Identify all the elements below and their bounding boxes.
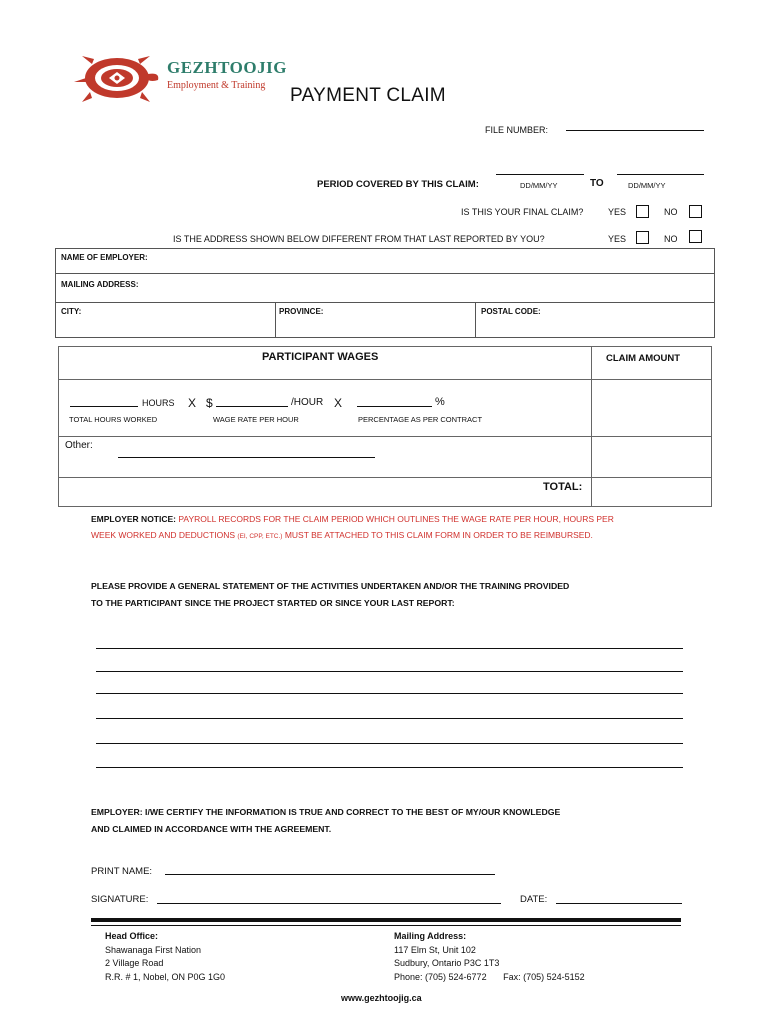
claim-amount-total-field[interactable] [593,479,711,506]
other-label: Other: [65,440,93,451]
statement-line[interactable] [96,693,683,694]
employer-name-field[interactable] [61,253,148,262]
province-field[interactable] [279,307,323,316]
address-change-no-label: NO [664,234,678,244]
head-office-line: R.R. # 1, Nobel, ON P0G 1G0 [105,971,226,982]
statement-line2: TO THE PARTICIPANT SINCE THE PROJECT STARTED OR SINCE YOUR LAST REPORT: [91,598,455,608]
wage-rate-field[interactable] [216,406,288,407]
certify-line1: EMPLOYER: I/WE CERTIFY THE INFORMATION IS TRUE AND CORRECT TO THE BEST OF MY/OUR KNOWLEDGE [91,807,561,817]
province-label: PROVINCE: [279,307,324,316]
statement-instructions [91,578,569,612]
wage-rate-caption: WAGE RATE PER HOUR [213,415,299,424]
fax-number: Fax: (705) 524-5152 [503,971,585,982]
final-claim-no-checkbox[interactable] [689,205,702,218]
file-number-field[interactable] [566,130,704,131]
employer-name-label: NAME OF EMPLOYER: [61,253,148,262]
total-hours-field[interactable] [70,406,138,407]
period-start-field[interactable] [496,174,584,175]
website-link[interactable]: www.gezhtoojig.ca [341,993,422,1003]
head-office-line: 2 Village Road [105,958,164,968]
file-number-label: FILE NUMBER: [485,125,549,135]
postal-code-label: POSTAL CODE: [481,307,541,316]
signature-field[interactable] [157,903,501,904]
period-to-label: TO [590,178,604,189]
employer-notice-line2b: MUST BE ATTACHED TO THIS CLAIM FORM IN ORDER TO BE REIMBURSED. [284,530,593,540]
mailing-address-block [394,930,585,984]
statement-line1: PLEASE PROVIDE A GENERAL STATEMENT OF THE ACTIVITIES UNDERTAKEN AND/OR THE TRAINING PROVIDED [91,581,570,591]
page-title: PAYMENT CLAIM [290,85,446,106]
brand-name: GEZHTOOJIG [167,58,287,77]
head-office-title: Head Office: [105,931,159,941]
percentage-caption: PERCENTAGE AS PER CONTRACT [358,415,483,424]
address-change-no-checkbox[interactable] [689,230,702,243]
statement-line[interactable] [96,743,683,744]
wages-header: PARTICIPANT WAGES [262,351,379,363]
employer-notice-label: EMPLOYER NOTICE: [91,514,177,524]
multiply-sign-1: X [188,396,197,410]
head-office-line: Shawanaga First Nation [105,944,202,955]
total-label: TOTAL: [543,481,583,493]
brand-tagline: Employment & Training [167,80,266,91]
date-field[interactable] [556,903,682,904]
period-end-format: DD/MM/YY [628,181,666,190]
footer-divider [91,918,681,922]
claim-amount-header: CLAIM AMOUNT [606,353,681,364]
print-name-field[interactable] [165,874,495,875]
statement-line[interactable] [96,671,683,672]
postal-code-field[interactable] [481,307,541,316]
employer-notice [91,511,691,545]
mailing-address-label: MAILING ADDRESS: [61,280,139,289]
period-label: PERIOD COVERED BY THIS CLAIM: [317,179,479,190]
print-name-label: PRINT NAME: [91,866,153,877]
percentage-field[interactable] [357,406,432,407]
other-field[interactable] [118,457,375,458]
period-end-field[interactable] [617,174,704,175]
phone-number: Phone: (705) 524-6772 [394,971,487,982]
mailing-line: Sudbury, Ontario P3C 1T3 [394,958,500,968]
final-claim-yes-checkbox[interactable] [636,205,649,218]
final-claim-no-label: NO [664,207,678,217]
employer-notice-line2a: WEEK WORKED AND DEDUCTIONS [91,530,236,540]
statement-line[interactable] [96,718,683,719]
employer-notice-line1: PAYROLL RECORDS FOR THE CLAIM PERIOD WHICH OUTLINES THE WAGE RATE PER HOUR, HOURS PER [178,514,614,524]
statement-line[interactable] [96,648,683,649]
footer-divider-thin [91,925,681,926]
hours-label: HOURS [142,398,175,408]
employer-notice-deductions: (EI, CPP, ETC.) [237,533,283,540]
signature-label: SIGNATURE: [91,894,149,905]
final-claim-question: IS THIS YOUR FINAL CLAIM? [461,207,584,217]
city-field[interactable] [61,307,81,316]
total-hours-caption: TOTAL HOURS WORKED [69,415,158,424]
period-start-format: DD/MM/YY [520,181,558,190]
mailing-title: Mailing Address: [394,931,467,941]
mailing-address-field[interactable] [61,280,138,289]
date-label: DATE: [520,894,548,905]
dollar-sign: $ [206,396,213,410]
mailing-line: 117 Elm St, Unit 102 [394,944,476,955]
company-logo [72,48,287,108]
certify-line2: AND CLAIMED IN ACCORDANCE WITH THE AGREEMENT. [91,824,332,834]
turtle-logo-icon [72,48,164,108]
statement-line[interactable] [96,767,683,768]
multiply-sign-2: X [334,396,343,410]
head-office-block [105,930,225,984]
final-claim-yes-label: YES [608,207,627,217]
city-label: CITY: [61,307,82,316]
per-hour-label: /HOUR [291,397,324,408]
address-change-yes-label: YES [608,234,627,244]
address-change-yes-checkbox[interactable] [636,231,649,244]
address-change-question: IS THE ADDRESS SHOWN BELOW DIFFERENT FROM THAT LAST REPORTED BY YOU? [173,234,545,244]
percent-sign: % [435,396,445,408]
claim-amount-wages-field[interactable] [593,381,711,435]
certification-statement [91,804,560,838]
employer-info-table [55,248,715,338]
